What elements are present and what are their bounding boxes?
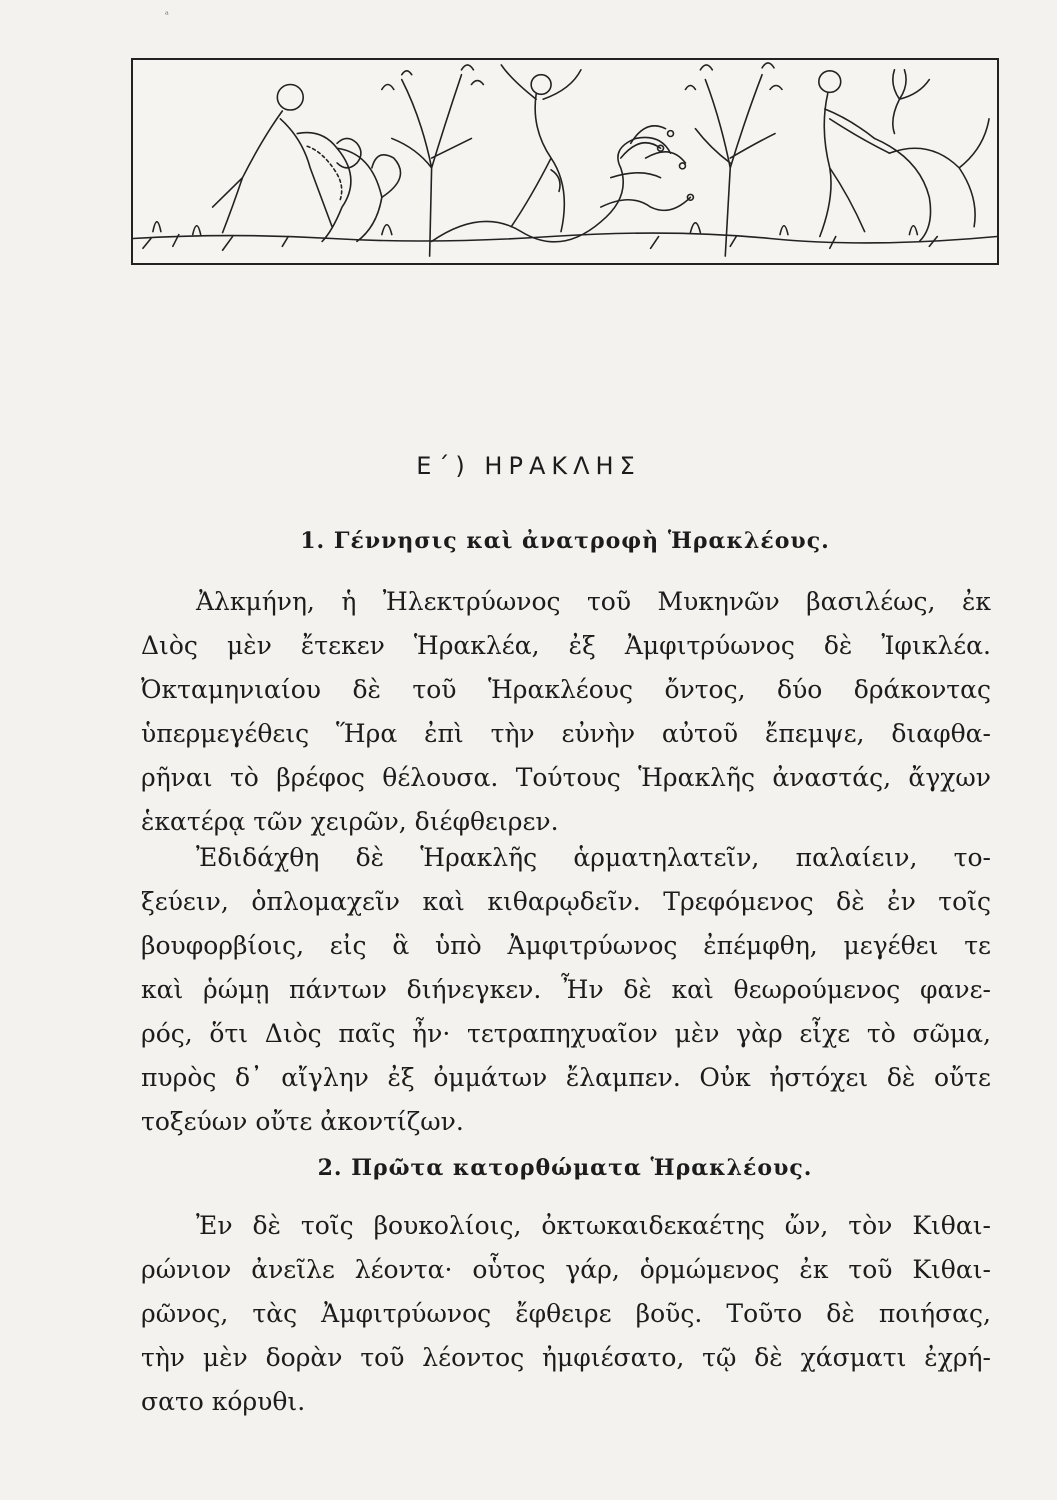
hercules-lion-group [213, 85, 401, 242]
page-mark: ᵃ [165, 10, 169, 21]
text-line: Διὸς μὲν ἔτεκεν Ἡρακλέα, ἐξ Ἀμφιτρύωνος δὲ Ἰφικλέα. [141, 631, 991, 660]
hercules-labours-frieze [131, 58, 999, 265]
tree-left [382, 65, 484, 256]
chapter-title: Ε΄) ΗΡΑΚΛΗΣ [416, 452, 641, 480]
text-line: ὑπερμεγέθεις Ἥρα ἐπὶ τὴν εὐνὴν αὐτοῦ ἔπεμψε, διαφθα- [141, 719, 991, 748]
text-line: Ἐν δὲ τοῖς βουκολίοις, ὀκτωκαιδεκαέτης ὤν, τὸν Κιθαι- [196, 1211, 991, 1240]
section-2-paragraph-1 [141, 1204, 991, 1424]
text-line: τοξεύων οὔτε ἀκοντίζων. [141, 1107, 464, 1136]
text-line: ρός, ὅτι Διὸς παῖς ἦν· τετραπηχυαῖον μὲν γὰρ εἶχε τὸ σῶμα, [141, 1019, 991, 1048]
text-line: ἑκατέρᾳ τῶν χειρῶν, διέφθειρεν. [141, 807, 559, 836]
text-line: τὴν μὲν δορὰν τοῦ λέοντος ἠμφιέσατο, τῷ δὲ χάσματι ἐχρή- [141, 1343, 991, 1372]
hercules-stag-group [819, 70, 989, 242]
text-line: Ἀλκμήνη, ἡ Ἠλεκτρύωνος τοῦ Μυκηνῶν βασιλέως, ἐκ [196, 587, 991, 616]
section-1-paragraph-1 [141, 580, 991, 844]
text-line: ρῆναι τὸ βρέφος θέλουσα. Τούτους Ἡρακλῆς ἀναστάς, ἄγχων [141, 763, 991, 792]
text-line: ρῶνος, τὰς Ἀμφιτρύωνος ἔφθειρε βοῦς. Τοῦτο δὲ ποιήσας, [141, 1299, 991, 1328]
tree-right [685, 63, 782, 256]
section-title-1: 1. Γέννησις καὶ ἀνατροφὴ Ἡρακλέους. [300, 528, 830, 554]
text-line: Ὀκταμηνιαίου δὲ τοῦ Ἡρακλέους ὄντος, δύο δράκοντας [141, 675, 991, 704]
text-line: σατο κόρυθι. [141, 1387, 306, 1416]
text-line: ρώνιον ἀνεῖλε λέοντα· οὗτος γάρ, ὁρμώμενος ἐκ τοῦ Κιθαι- [141, 1255, 991, 1284]
hercules-hydra-group [432, 65, 694, 242]
text-line: πυρὸς δ᾿ αἴγλην ἐξ ὀμμάτων ἔλαμπεν. Οὐκ ἠστόχει δὲ οὔτε [141, 1063, 991, 1092]
text-line: Ἐδιδάχθη δὲ Ἡρακλῆς ἁρματηλατεῖν, παλαίειν, το- [196, 843, 991, 872]
section-title-2: 2. Πρῶτα κατορθώματα Ἡρακλέους. [317, 1155, 813, 1181]
text-line: βουφορβίοις, εἰς ἃ ὑπὸ Ἀμφιτρύωνος ἐπέμφθη, μεγέθει τε [141, 931, 991, 960]
section-1-paragraph-2 [141, 836, 991, 1144]
frieze-illustration [133, 60, 997, 263]
text-line: καὶ ῥώμῃ πάντων διήνεγκεν. Ἦν δὲ καὶ θεωρούμενος φανε- [141, 975, 991, 1004]
text-line: ξεύειν, ὁπλομαχεῖν καὶ κιθαρῳδεῖν. Τρεφόμενος δὲ ἐν τοῖς [141, 887, 991, 916]
